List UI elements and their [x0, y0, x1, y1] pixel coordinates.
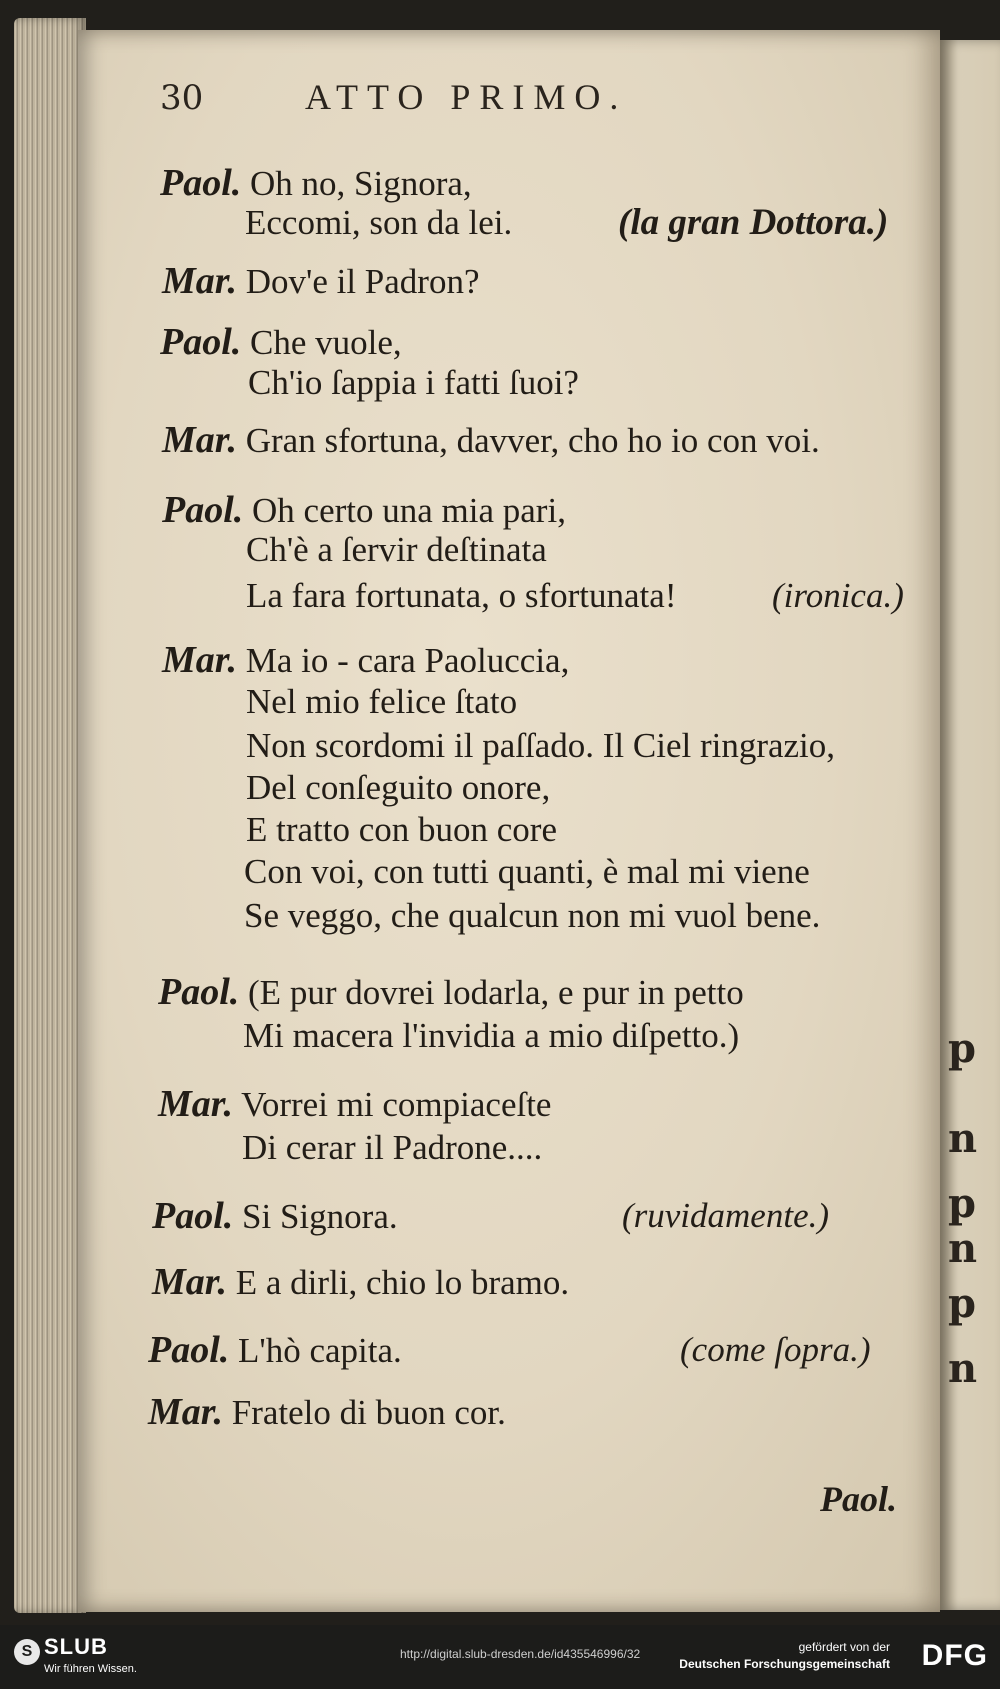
running-head: ATTO PRIMO.: [305, 77, 628, 117]
line-text: E tratto con buon core: [246, 810, 558, 849]
speaker: Paol.: [148, 1329, 230, 1371]
dialogue-line: [246, 576, 676, 616]
bleed-letter: n: [948, 1225, 978, 1272]
dialogue-line: [162, 490, 566, 531]
digitization-footer: [0, 1625, 1000, 1689]
line-text: Si Signora.: [242, 1197, 398, 1236]
speaker: Mar.: [158, 1083, 233, 1125]
line-text: Non scordomi il paſſado. Il Ciel ringrazio,: [246, 726, 836, 765]
bleed-letter: n: [948, 1115, 978, 1162]
line-text: Nel mio felice ſtato: [246, 682, 518, 721]
page-number: 30: [160, 78, 204, 118]
dialogue-line: [248, 363, 579, 403]
bleed-letter: p: [948, 1280, 976, 1327]
dialogue-line: [160, 322, 402, 363]
funding-line: gefördert von der: [798, 1640, 890, 1654]
speaker: Paol.: [160, 162, 242, 204]
slub-logo-icon: S: [14, 1639, 40, 1665]
dialogue-line: [244, 896, 820, 936]
bleed-letter: n: [948, 1345, 978, 1392]
line-text: Che vuole,: [250, 323, 402, 362]
speaker: Paol.: [160, 321, 242, 363]
stage-direction: (ironica.): [772, 576, 904, 615]
funding-credit: [679, 1639, 890, 1673]
line-text: Del conſeguito onore,: [246, 768, 551, 807]
stage-direction: (ruvidamente.): [622, 1196, 830, 1235]
dialogue-line: [246, 530, 547, 570]
line-text: Eccomi, son da lei.: [245, 203, 513, 242]
speaker: Paol.: [158, 971, 240, 1013]
dialogue-line: [148, 1392, 506, 1433]
speaker: Mar.: [148, 1391, 223, 1433]
line-text: La fara fortunata, o sfortunata!: [246, 576, 677, 615]
dialogue-line: [242, 1128, 542, 1168]
dialogue-line: [152, 1262, 569, 1303]
line-text: Vorrei mi compiaceſte: [241, 1085, 552, 1124]
line-text: Dov'e il Padron?: [245, 262, 480, 301]
dfg-logo: DFG: [921, 1639, 988, 1672]
dialogue-line: [246, 768, 550, 808]
dialogue-line: [162, 261, 480, 302]
library-name: SLUB: [44, 1634, 108, 1659]
library-tagline: Wir führen Wissen.: [44, 1663, 137, 1675]
dialogue-line: [245, 203, 512, 243]
speaker: Paol.: [162, 489, 244, 531]
speaker: Mar.: [152, 1261, 227, 1303]
line-text: L'hò capita.: [238, 1331, 402, 1370]
line-text: Se veggo, che qualcun non mi vuol bene.: [244, 896, 821, 935]
line-text: (E pur dovrei lodarla, e pur in petto: [248, 973, 744, 1012]
line-text: E a dirli, chio lo bramo.: [235, 1263, 570, 1302]
dialogue-line: [243, 1016, 739, 1056]
line-text: Mi macera l'invidia a mio diſpetto.): [243, 1016, 740, 1055]
stage-direction: (la gran Dottora.): [618, 202, 889, 243]
stage-direction: (come ſopra.): [680, 1330, 871, 1369]
dialogue-line: [158, 1084, 551, 1125]
dialogue-line: [148, 1330, 402, 1371]
funding-line: Deutschen Forschungsgemeinschaft: [679, 1657, 890, 1671]
line-text: Ch'io ſappia i fatti ſuoi?: [248, 363, 579, 402]
dialogue-line: [162, 640, 569, 681]
speaker: Mar.: [162, 260, 237, 302]
line-text: Ma io - cara Paoluccia,: [245, 641, 570, 680]
bleed-letter: p: [948, 1180, 976, 1227]
dialogue-line: [246, 726, 835, 766]
line-text: Fratelo di buon cor.: [231, 1393, 506, 1432]
line-text: Oh certo una mia pari,: [252, 491, 566, 530]
line-text: Gran sfortuna, davver, cho ho io con voi.: [245, 421, 820, 460]
speaker: Mar.: [162, 639, 237, 681]
line-text: Con voi, con tutti quanti, è mal mi viene: [244, 852, 810, 891]
source-url[interactable]: http://digital.slub-dresden.de/id435546996/32: [400, 1647, 641, 1661]
dialogue-line: [246, 810, 557, 850]
dialogue-line: [160, 163, 472, 204]
dialogue-line: [246, 682, 517, 722]
dialogue-line: [162, 420, 820, 461]
line-text: Oh no, Signora,: [250, 164, 472, 203]
line-text: Ch'è a ſervir deſtinata: [246, 530, 547, 569]
dialogue-line: [158, 972, 744, 1013]
line-text: Di cerar il Padrone....: [242, 1128, 543, 1167]
dialogue-line: [152, 1196, 398, 1237]
catchword: Paol.: [820, 1479, 897, 1519]
speaker: Paol.: [152, 1195, 234, 1237]
speaker: Mar.: [162, 419, 237, 461]
dialogue-line: [244, 852, 810, 892]
bleed-letter: p: [948, 1025, 976, 1072]
